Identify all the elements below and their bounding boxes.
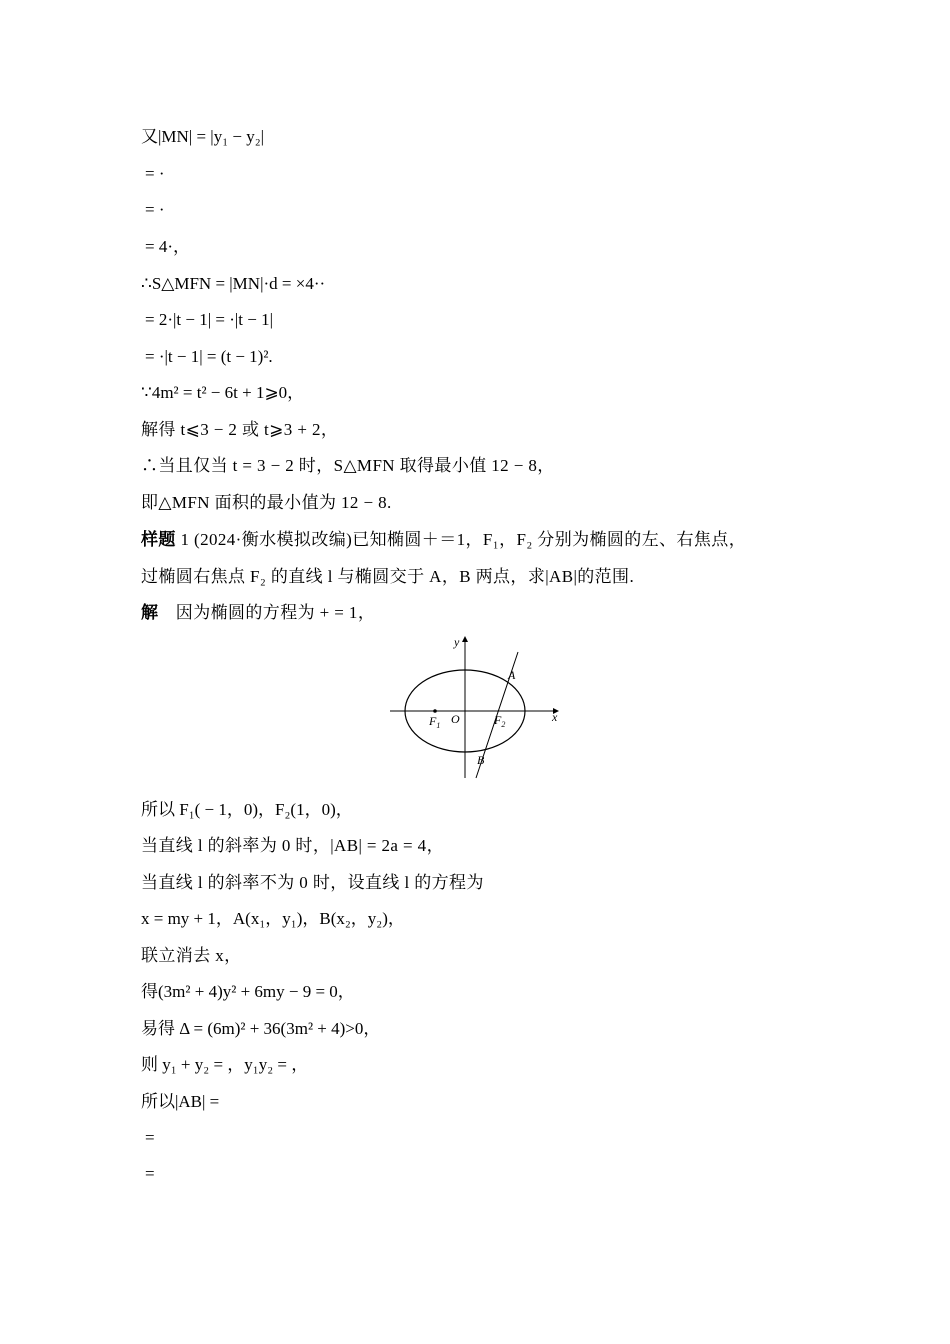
f1-point (433, 709, 437, 713)
solution-text: 因为椭圆的方程为 + = 1， (158, 603, 376, 622)
text-line-20: 得(3m² + 4)y² + 6my − 9 = 0， (141, 982, 355, 1001)
text-line-17: 当直线 l 的斜率不为 0 时，设直线 l 的方程为 (141, 873, 484, 892)
text-line-18: x = my + 1，A(x₁，y₁)，B(x₂，y₂)， (141, 909, 405, 928)
y-axis-arrow (462, 636, 468, 642)
text-line-1: 又|MN| = |y₁ − y₂| (141, 127, 265, 146)
text-line-10: ∴当且仅当 t = 3 − 2 时，S△MFN 取得最小值 12 − 8， (141, 456, 555, 475)
text-line-19: 联立消去 x， (141, 946, 242, 965)
text-line-23: 所以|AB| = (141, 1092, 220, 1111)
example-statement: 1 (2024·衡水模拟改编)已知椭圆＋＝1，F₁，F₂ 分别为椭圆的左、右焦点， (175, 530, 747, 549)
text-line-21: 易得 Δ = (6m)² + 36(3m² + 4)>0， (141, 1019, 381, 1038)
y-axis-label: y (454, 635, 460, 649)
text-line-11: 即△MFN 面积的最小值为 12 − 8. (141, 493, 392, 512)
x-axis-label: x (552, 710, 558, 724)
text-line-5: ∴S△MFN = |MN|·d = ×4·· (141, 274, 326, 293)
point-a-label: A (508, 668, 516, 682)
text-line-6: = 2·|t − 1| = ·|t − 1| (145, 310, 273, 329)
origin-label: O (451, 712, 460, 726)
text-line-15: 所以 F₁( − 1，0)，F₂(1，0)， (141, 800, 353, 819)
text-line-22: 则 y₁ + y₂ = ，y₁y₂ = ， (141, 1055, 309, 1074)
f2-label: $F_2$ (494, 713, 506, 729)
text-line-3: = · (145, 200, 165, 219)
text-line-4: = 4·， (145, 237, 190, 256)
ellipse-figure (388, 632, 563, 782)
text-line-8: ∵4m² = t² − 6t + 1⩾0， (141, 383, 305, 402)
point-b-label: B (477, 753, 485, 767)
text-line-7: = ·|t − 1| = (t − 1)². (145, 347, 273, 366)
example-heading-line (141, 529, 746, 551)
text-line-2: = · (145, 164, 165, 183)
solution-label: 解 (141, 603, 159, 622)
text-line-13: 过椭圆右焦点 F₂ 的直线 l 与椭圆交于 A，B 两点，求|AB|的范围. (141, 567, 635, 586)
example-label: 样题 (141, 530, 176, 549)
solution-line (141, 602, 375, 624)
text-line-9: 解得 t⩽3 − 2 或 t⩾3 + 2， (141, 420, 339, 439)
text-line-25: = (145, 1164, 155, 1183)
text-line-16: 当直线 l 的斜率为 0 时，|AB| = 2a = 4， (141, 836, 444, 855)
f1-label: $F_1$ (429, 714, 441, 730)
text-line-24: = (145, 1128, 155, 1147)
